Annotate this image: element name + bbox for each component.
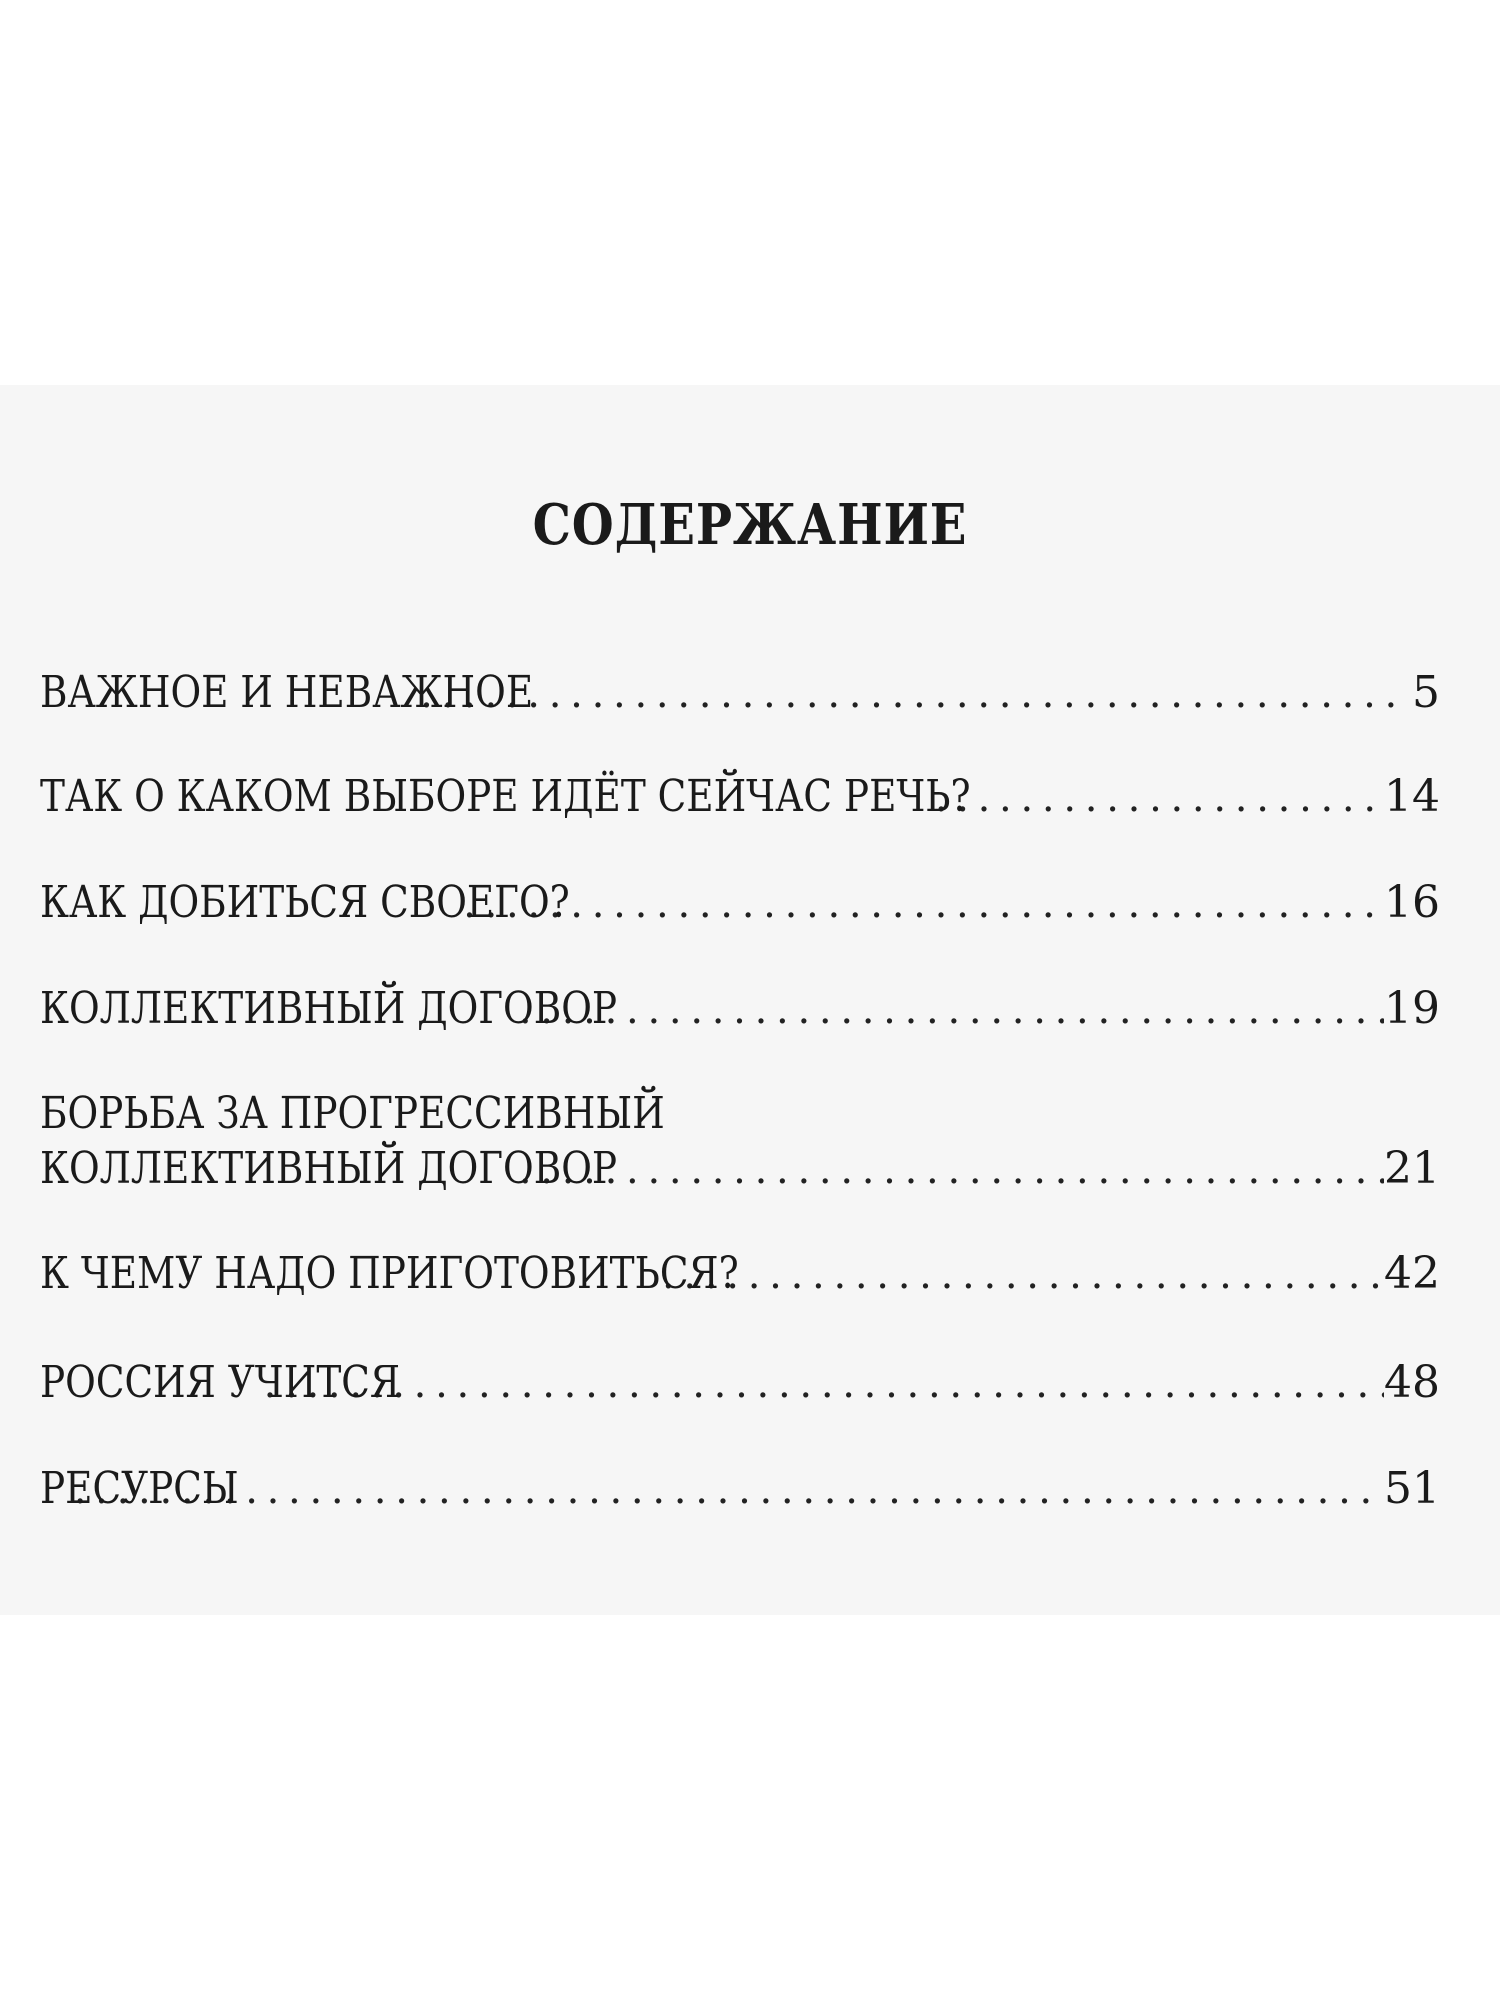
toc-entry-label: КОЛЛЕКТИВНЫЙ ДОГОВОР (40, 1143, 618, 1194)
toc-entry-label: ТАК О КАКОМ ВЫБОРЕ ИДЁТ СЕЙЧАС РЕЧЬ? (40, 771, 971, 822)
toc-entry-page: 48 (1384, 1357, 1440, 1408)
toc-leader-dots (410, 665, 1400, 723)
toc-entry[interactable] (40, 1140, 1440, 1199)
toc-entry[interactable] (40, 768, 1440, 827)
toc-leader-dots (652, 1246, 1384, 1304)
toc-entry-label: РОССИЯ УЧИТСЯ (40, 1357, 401, 1408)
toc-entry-page: 42 (1384, 1248, 1440, 1299)
toc-entry-label: КАК ДОБИТЬСЯ СВОЕГО? (40, 877, 570, 928)
toc-leader-dots (925, 769, 1384, 827)
toc-entry-page: 14 (1384, 771, 1440, 822)
toc-entry-page: 16 (1384, 877, 1440, 928)
toc-entry-label: ВАЖНОЕ И НЕВАЖНОЕ (40, 667, 534, 718)
toc-entry-label: РЕСУРСЫ (40, 1463, 239, 1514)
toc-entry-page: 5 (1412, 667, 1440, 718)
toc-entry-label: КОЛЛЕКТИВНЫЙ ДОГОВОР (40, 983, 618, 1034)
toc-entry-page: 19 (1384, 983, 1440, 1034)
toc-leader-dots (453, 875, 1384, 933)
toc-entry[interactable] (40, 874, 1440, 933)
toc-entry[interactable] (40, 980, 1440, 1039)
toc-leader-dots (509, 981, 1384, 1039)
toc-leader-dots (254, 1355, 1384, 1413)
toc-title: СОДЕРЖАНИЕ (532, 492, 968, 558)
toc-entry[interactable] (40, 664, 1440, 723)
toc-entry-page: 51 (1384, 1463, 1440, 1514)
toc-entry-label-line1[interactable]: БОРЬБА ЗА ПРОГРЕССИВНЫЙ (40, 1088, 665, 1139)
toc-entry[interactable] (40, 1354, 1440, 1413)
toc-entry[interactable] (40, 1245, 1440, 1304)
toc-entry-label: К ЧЕМУ НАДО ПРИГОТОВИТЬСЯ? (40, 1248, 739, 1299)
toc-leader-dots (64, 1461, 1384, 1519)
toc-entry[interactable] (40, 1460, 1440, 1519)
toc-leader-dots (509, 1141, 1384, 1199)
toc-entry-page: 21 (1384, 1143, 1440, 1194)
